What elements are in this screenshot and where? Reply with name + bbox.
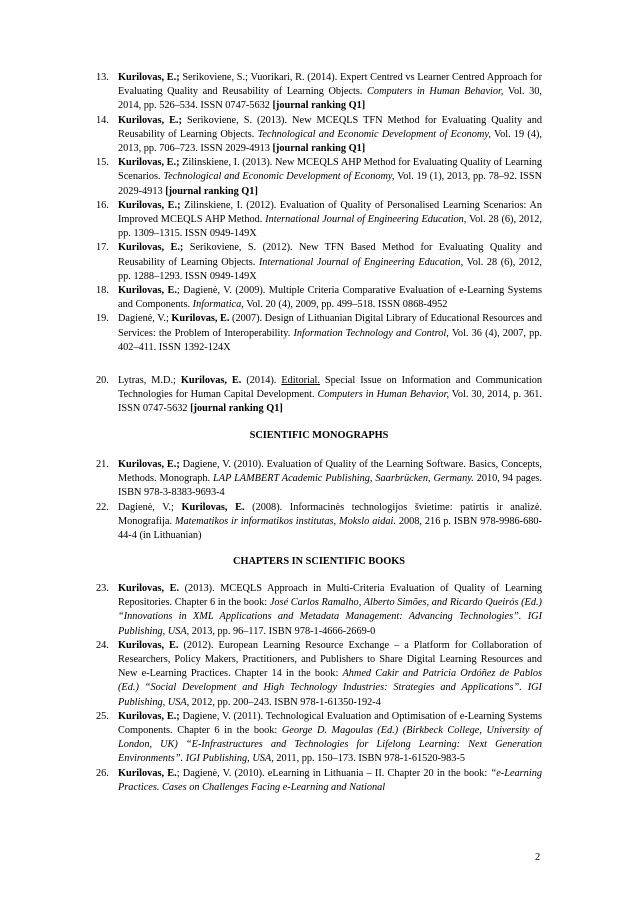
reference-21 <box>0 458 638 501</box>
reference-number: 19. <box>96 313 109 325</box>
reference-venue: “e-Learning Practices. Cases on Challenges Facing e-Learning and National <box>118 767 542 793</box>
reference-number: 25. <box>96 710 109 722</box>
reference-details: Vol. 30, 2014, pp. 526–534. ISSN 0747-5632 <box>118 86 542 112</box>
reference-text: Dagiene, V. (2010). Evaluation of Quality of the Learning Software. Basics, Concepts, Methods. Monograph. <box>118 459 542 485</box>
reference-17 <box>0 241 638 284</box>
reference-25 <box>0 710 638 767</box>
author-highlight: Kurilovas, E. <box>118 583 180 594</box>
reference-18 <box>0 284 638 312</box>
reference-venue: International Journal of Engineering Education, <box>265 214 467 226</box>
journal-articles-list <box>0 71 638 355</box>
reference-details: Vol. 20 (4), 2009, pp. 499–518. ISSN 0868-4952 <box>243 299 448 311</box>
reference-14 <box>0 114 638 157</box>
reference-venue: Technological and Economic Development of Economy, <box>257 128 491 140</box>
reference-venue: Computers in Human Behavior, <box>367 86 504 98</box>
section-heading-chapters: CHAPTERS IN SCIENTIFIC BOOKS <box>233 556 405 567</box>
reference-venue: José Carlos Ramalho, Alberto Simões, and Ricardo Queirós (Ed.) “Innovations in XML Applications and Metadata Management: Advancing Technologies”. IGI Publishing, USA, <box>118 597 542 637</box>
coauthor-text: Dagienė, V.; <box>118 313 172 325</box>
reference-text: Zilinskiene, I. (2013). New MCEQLS AHP Method for Evaluating Quality of Learning Scenarios. <box>118 157 543 183</box>
reference-details: 2011, pp. 150–173. ISBN 978-1-61520-983-5 <box>273 753 466 765</box>
editorial-list <box>0 374 638 417</box>
reference-20 <box>0 374 638 417</box>
reference-16 <box>0 199 638 242</box>
reference-details: 2013, pp. 96–117. ISBN 978-1-4666-2669-0 <box>189 625 376 637</box>
author-highlight: Kurilovas, E.; <box>118 242 184 254</box>
reference-details: Vol. 28 (6), 2012, pp. 1309–1315. ISSN 0949-149X <box>118 214 542 240</box>
reference-number: 24. <box>96 639 109 651</box>
reference-text: Special Issue on Information and Communication Technologies for Human Capital Development. <box>118 375 542 401</box>
coauthor-text: Lytras, M.D.; <box>118 375 181 386</box>
reference-number: 14. <box>96 114 109 126</box>
reference-venue: Computers in Human Behavior, <box>317 389 450 401</box>
reference-details: 2008, 216 p. ISBN 978-9986-680-44-4 (in Lithuanian) <box>118 515 542 542</box>
reference-details: Vol. 30, 2014, p. 361. ISSN 0747-5632 <box>118 389 542 415</box>
reference-venue: Technological and Economic Development of Economy, <box>163 171 395 183</box>
monographs-list <box>0 458 638 543</box>
reference-26 <box>0 767 638 795</box>
reference-text: (2013). MCEQLS Approach in Multi-Criteria Evaluation of Quality of Learning Repositories. Chapter 6 in the book: <box>118 583 542 609</box>
reference-details: Vol. 36 (4), 2007, pp. 402–411. ISSN 1392-124X <box>118 327 542 353</box>
reference-venue: LAP LAMBERT Academic Publishing, Saarbrücken, Germany. <box>213 473 474 485</box>
reference-text: ; Dagienė, V. (2010). eLearning in Lithuania – II. Chapter 20 in the book: <box>176 767 491 779</box>
author-highlight: Kurilovas, E.; <box>118 114 182 126</box>
reference-number: 16. <box>96 199 109 211</box>
reference-22 <box>0 501 638 544</box>
page-number: 2 <box>535 852 541 863</box>
reference-details: Vol. 28 (6), 2012, pp. 1288–1293. ISSN 0949-149X <box>118 256 542 282</box>
author-highlight: Kurilovas, E.; <box>118 710 180 722</box>
reference-text: (2012). European Learning Resource Exchange – a Platform for Collaboration of Researchers, Policy Makers, Practitioners, and Publishers to Share Digital Learning Resources and New e-Learning Practices. Chapter 14 in the book: <box>118 639 542 680</box>
reference-23 <box>0 582 638 639</box>
reference-year: (2014). <box>241 375 282 386</box>
author-highlight: Kurilovas, E. <box>118 285 177 297</box>
editorial-label: Editorial. <box>281 375 320 386</box>
author-highlight: Kurilovas, E.; <box>118 157 180 169</box>
reference-19 <box>0 312 638 355</box>
reference-details: Vol. 19 (1), 2013, pp. 78–92. ISSN 2029-4913 <box>118 171 543 197</box>
reference-number: 23. <box>96 583 109 594</box>
reference-15 <box>0 156 638 199</box>
reference-number: 26. <box>96 767 109 779</box>
reference-number: 21. <box>96 459 109 470</box>
reference-text: (2007). Design of Lithuanian Digital Library of Educational Resources and Services: the Problem of Interoperability. <box>118 313 543 339</box>
reference-details: Vol. 19 (4), 2013, pp. 706–723. ISSN 2029-4913 <box>118 128 542 155</box>
author-highlight: Kurilovas, E. <box>180 375 242 386</box>
reference-24 <box>0 639 638 710</box>
reference-text: Serikoviene, S. (2012). New TFN Based Method for Evaluating Quality and Reusability of Learning Objects. <box>118 242 543 268</box>
author-highlight: Kurilovas, E. <box>181 501 245 513</box>
section-heading-monographs: SCIENTIFIC MONOGRAPHS <box>249 430 389 441</box>
author-highlight: Kurilovas, E. <box>118 639 179 651</box>
journal-ranking: [journal ranking Q1] <box>272 100 366 112</box>
author-highlight: Kurilovas, E.; <box>118 72 180 83</box>
reference-venue: George D. Magoulas (Ed.) (Birkbeck College, University of London, UK) “E-Infrastructures and Technologies for Lifelong Learning: Next Generation Environments”. IGI Publishing, USA, <box>118 725 542 765</box>
reference-venue: Ahmed Cakir and Patricia Ordóñez de Pablos (Ed.) “Social Development and High Technology Industries: Strategies and Applications”. IGI Publishing, USA, <box>118 668 542 708</box>
author-highlight: Kurilovas, E. <box>118 767 177 779</box>
reference-text: Serikoviene, S. (2013). New MCEQLS TFN Method for Evaluating Quality and Reusability of Learning Objects. <box>118 114 542 140</box>
reference-text: Zilinskiene, I. (2012). Evaluation of Quality of Personalised Learning Scenarios: An Improved MCEQLS AHP Method. <box>118 199 543 226</box>
author-highlight: Kurilovas, E.; <box>118 199 181 211</box>
reference-number: 13. <box>96 72 109 83</box>
reference-venue: Informatica, <box>192 299 244 311</box>
journal-ranking: [journal ranking Q1] <box>272 143 366 155</box>
reference-text: ; Dagienė, V. (2009). Multiple Criteria Comparative Evaluation of e-Learning Systems and Components. <box>118 285 542 311</box>
reference-number: 17. <box>96 242 109 254</box>
reference-details: 2012, pp. 200–243. ISBN 978-1-61350-192-4 <box>189 696 381 708</box>
journal-ranking: [journal ranking Q1] <box>165 185 258 197</box>
reference-text: Serikoviene, S.; Vuorikari, R. (2014). Expert Centred vs Learner Centred Approach for Evaluating Quality and Reusability of Learning Objects. <box>118 72 542 98</box>
reference-venue: Matematikos ir informatikos institutas, Mokslo aidai. <box>174 515 396 527</box>
reference-number: 22. <box>96 501 109 513</box>
chapters-list <box>0 582 638 795</box>
reference-number: 18. <box>96 285 109 297</box>
reference-number: 20. <box>96 375 109 386</box>
reference-text: (2008). Informacinės technologijos švietime: patirtis ir analizė. Monografija. <box>118 501 542 527</box>
author-highlight: Kurilovas, E. <box>171 313 230 325</box>
journal-ranking: [journal ranking Q1] <box>190 403 283 415</box>
reference-venue: International Journal of Engineering Education, <box>258 256 464 268</box>
coauthor-text: Dagienė, V.; <box>118 501 182 513</box>
reference-number: 15. <box>96 157 109 169</box>
reference-text: Dagiene, V. (2011). Technological Evaluation and Optimisation of e-Learning Systems Components. Chapter 6 in the book: <box>118 710 543 737</box>
reference-venue: Information Technology and Control, <box>293 327 449 339</box>
reference-details: 2010, 94 pages. ISBN 978-3-8383-9693-4 <box>118 473 542 499</box>
author-highlight: Kurilovas, E.; <box>118 459 180 470</box>
reference-13 <box>0 71 638 114</box>
